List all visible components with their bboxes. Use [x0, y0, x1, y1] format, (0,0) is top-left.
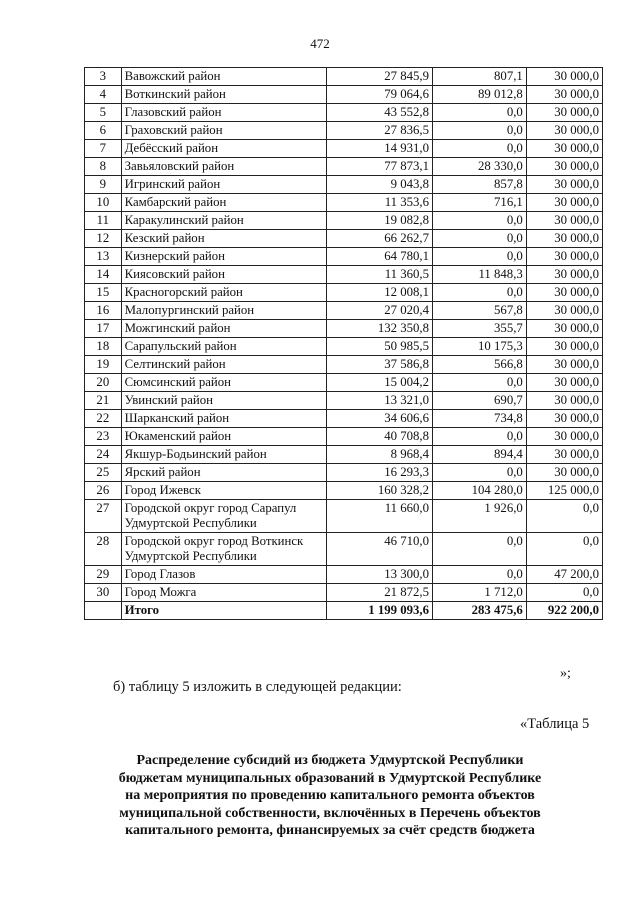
table-row: [85, 266, 603, 284]
cell-name: Якшур-Бодьинский район: [121, 446, 327, 464]
cell-name: Вавожский район: [121, 68, 327, 86]
cell-b: 0,0: [433, 104, 527, 122]
table-row: [85, 320, 603, 338]
cell-b: 28 330,0: [433, 158, 527, 176]
cell-name: Городской округ город Воткинск Удмуртской Республики: [121, 533, 327, 566]
cell-name: Город Ижевск: [121, 482, 327, 500]
cell-name: Завьяловский район: [121, 158, 327, 176]
table-row: [85, 230, 603, 248]
table-row: [85, 356, 603, 374]
cell-name: Шарканский район: [121, 410, 327, 428]
cell-a: 77 873,1: [327, 158, 433, 176]
cell-a: 12 008,1: [327, 284, 433, 302]
cell-b: 0,0: [433, 122, 527, 140]
cell-c: 30 000,0: [526, 104, 602, 122]
cell-no: 19: [85, 356, 122, 374]
cell-no: 24: [85, 446, 122, 464]
cell-no: 26: [85, 482, 122, 500]
table-row: [85, 392, 603, 410]
cell-a: 27 836,5: [327, 122, 433, 140]
table-row: [85, 302, 603, 320]
cell-a: 14 931,0: [327, 140, 433, 158]
cell-b: 857,8: [433, 176, 527, 194]
cell-a: 1 199 093,6: [327, 602, 433, 620]
cell-c: 0,0: [526, 500, 602, 533]
heading-line: Распределение субсидий из бюджета Удмуртской Республики: [136, 753, 524, 768]
cell-b: 0,0: [433, 374, 527, 392]
table-heading: [60, 752, 600, 840]
table-row: [85, 482, 603, 500]
cell-c: 30 000,0: [526, 86, 602, 104]
table-row: [85, 158, 603, 176]
cell-a: 50 985,5: [327, 338, 433, 356]
cell-no: 9: [85, 176, 122, 194]
cell-c: 30 000,0: [526, 248, 602, 266]
table-row: [85, 428, 603, 446]
cell-b: 10 175,3: [433, 338, 527, 356]
table-row: [85, 68, 603, 86]
cell-b: 11 848,3: [433, 266, 527, 284]
cell-c: 0,0: [526, 533, 602, 566]
cell-a: 9 043,8: [327, 176, 433, 194]
cell-b: 355,7: [433, 320, 527, 338]
cell-c: 30 000,0: [526, 356, 602, 374]
table-row: [85, 566, 603, 584]
cell-name: Увинский район: [121, 392, 327, 410]
cell-c: 30 000,0: [526, 302, 602, 320]
cell-no: 14: [85, 266, 122, 284]
table-row: [85, 86, 603, 104]
table-row: [85, 104, 603, 122]
cell-name: Город Глазов: [121, 566, 327, 584]
cell-a: 160 328,2: [327, 482, 433, 500]
cell-c: 30 000,0: [526, 446, 602, 464]
cell-a: 66 262,7: [327, 230, 433, 248]
cell-no: 8: [85, 158, 122, 176]
cell-c: 30 000,0: [526, 464, 602, 482]
cell-c: 922 200,0: [526, 602, 602, 620]
table-row: [85, 338, 603, 356]
cell-no: 11: [85, 212, 122, 230]
cell-no: 27: [85, 500, 122, 533]
cell-c: 47 200,0: [526, 566, 602, 584]
cell-b: 894,4: [433, 446, 527, 464]
cell-no: 10: [85, 194, 122, 212]
cell-name: Итого: [121, 602, 327, 620]
heading-line: муниципальной собственности, включённых в Перечень объектов: [119, 805, 541, 821]
cell-b: 0,0: [433, 464, 527, 482]
table-row: [85, 122, 603, 140]
cell-a: 8 968,4: [327, 446, 433, 464]
cell-b: 690,7: [433, 392, 527, 410]
table-label: «Таблица 5: [520, 716, 590, 732]
cell-a: 16 293,3: [327, 464, 433, 482]
cell-a: 37 586,8: [327, 356, 433, 374]
cell-c: 30 000,0: [526, 410, 602, 428]
table-row: [85, 284, 603, 302]
cell-c: 30 000,0: [526, 158, 602, 176]
page-number: 472: [310, 36, 330, 51]
cell-name: Киясовский район: [121, 266, 327, 284]
table-row: [85, 464, 603, 482]
table-row: [85, 584, 603, 602]
cell-a: 43 552,8: [327, 104, 433, 122]
cell-b: 566,8: [433, 356, 527, 374]
cell-b: 0,0: [433, 248, 527, 266]
cell-b: 0,0: [433, 533, 527, 566]
cell-a: 19 082,8: [327, 212, 433, 230]
cell-b: 1 712,0: [433, 584, 527, 602]
cell-b: 0,0: [433, 140, 527, 158]
cell-c: 30 000,0: [526, 320, 602, 338]
cell-a: 79 064,6: [327, 86, 433, 104]
cell-a: 13 300,0: [327, 566, 433, 584]
heading-line: бюджетам муниципальных образований в Удмуртской Республике: [118, 770, 542, 786]
cell-name: Камбарский район: [121, 194, 327, 212]
cell-b: 1 926,0: [433, 500, 527, 533]
cell-c: 30 000,0: [526, 194, 602, 212]
cell-c: 0,0: [526, 584, 602, 602]
cell-no: 22: [85, 410, 122, 428]
cell-a: 11 360,5: [327, 266, 433, 284]
heading-line: капитального ремонта, финансируемых за счёт средств бюджета: [125, 823, 535, 838]
cell-b: 734,8: [433, 410, 527, 428]
cell-a: 64 780,1: [327, 248, 433, 266]
cell-no: 18: [85, 338, 122, 356]
cell-name: Ярский район: [121, 464, 327, 482]
cell-c: 30 000,0: [526, 374, 602, 392]
cell-no: 13: [85, 248, 122, 266]
table-row: [85, 500, 603, 533]
cell-no: 20: [85, 374, 122, 392]
instruction-text: б) таблицу 5 изложить в следующей редакции:: [113, 679, 402, 695]
quote-end: »;: [560, 666, 571, 681]
cell-c: 30 000,0: [526, 428, 602, 446]
cell-name: Можгинский район: [121, 320, 327, 338]
cell-a: 15 004,2: [327, 374, 433, 392]
cell-no: 6: [85, 122, 122, 140]
cell-c: 30 000,0: [526, 140, 602, 158]
cell-a: 13 321,0: [327, 392, 433, 410]
cell-c: 30 000,0: [526, 266, 602, 284]
table-body: [85, 68, 603, 620]
cell-name: Кезский район: [121, 230, 327, 248]
cell-no: 17: [85, 320, 122, 338]
cell-name: Юкаменский район: [121, 428, 327, 446]
table-row: [85, 533, 603, 566]
cell-no: 3: [85, 68, 122, 86]
cell-no: 21: [85, 392, 122, 410]
cell-name: Игринский район: [121, 176, 327, 194]
cell-no: 7: [85, 140, 122, 158]
cell-no: 5: [85, 104, 122, 122]
table-row: [85, 374, 603, 392]
cell-no: 29: [85, 566, 122, 584]
cell-b: 0,0: [433, 566, 527, 584]
cell-name: Город Можга: [121, 584, 327, 602]
cell-a: 40 708,8: [327, 428, 433, 446]
cell-c: 30 000,0: [526, 338, 602, 356]
table-row: [85, 248, 603, 266]
cell-c: 30 000,0: [526, 284, 602, 302]
cell-a: 11 353,6: [327, 194, 433, 212]
cell-c: 30 000,0: [526, 230, 602, 248]
cell-name: Селтинский район: [121, 356, 327, 374]
cell-b: 716,1: [433, 194, 527, 212]
cell-a: 21 872,5: [327, 584, 433, 602]
cell-name: Сюмсинский район: [121, 374, 327, 392]
cell-c: 30 000,0: [526, 212, 602, 230]
cell-b: 0,0: [433, 428, 527, 446]
cell-c: 30 000,0: [526, 68, 602, 86]
cell-a: 27 020,4: [327, 302, 433, 320]
cell-name: Глазовский район: [121, 104, 327, 122]
cell-a: 34 606,6: [327, 410, 433, 428]
table-row: [85, 140, 603, 158]
table-row: [85, 410, 603, 428]
table-row: [85, 212, 603, 230]
subsidy-table: [84, 67, 603, 620]
cell-no: 4: [85, 86, 122, 104]
cell-c: 125 000,0: [526, 482, 602, 500]
total-row: [85, 602, 603, 620]
cell-no: [85, 602, 122, 620]
cell-c: 30 000,0: [526, 176, 602, 194]
table-row: [85, 194, 603, 212]
cell-name: Городской округ город Сарапул Удмуртской Республики: [121, 500, 327, 533]
cell-name: Малопургинский район: [121, 302, 327, 320]
cell-name: Каракулинский район: [121, 212, 327, 230]
cell-name: Кизнерский район: [121, 248, 327, 266]
cell-a: 132 350,8: [327, 320, 433, 338]
cell-name: Граховский район: [121, 122, 327, 140]
cell-b: 283 475,6: [433, 602, 527, 620]
cell-b: 0,0: [433, 212, 527, 230]
table-row: [85, 176, 603, 194]
cell-name: Воткинский район: [121, 86, 327, 104]
cell-no: 23: [85, 428, 122, 446]
cell-b: 567,8: [433, 302, 527, 320]
cell-name: Сарапульский район: [121, 338, 327, 356]
cell-no: 28: [85, 533, 122, 566]
cell-b: 104 280,0: [433, 482, 527, 500]
cell-name: Красногорский район: [121, 284, 327, 302]
cell-b: 807,1: [433, 68, 527, 86]
cell-no: 16: [85, 302, 122, 320]
cell-no: 30: [85, 584, 122, 602]
cell-no: 25: [85, 464, 122, 482]
cell-b: 0,0: [433, 230, 527, 248]
cell-b: 89 012,8: [433, 86, 527, 104]
cell-b: 0,0: [433, 284, 527, 302]
cell-c: 30 000,0: [526, 122, 602, 140]
cell-no: 15: [85, 284, 122, 302]
cell-a: 11 660,0: [327, 500, 433, 533]
cell-c: 30 000,0: [526, 392, 602, 410]
cell-a: 27 845,9: [327, 68, 433, 86]
table-row: [85, 446, 603, 464]
cell-name: Дебёсский район: [121, 140, 327, 158]
cell-no: 12: [85, 230, 122, 248]
heading-line: на мероприятия по проведению капитального ремонта объектов: [125, 788, 535, 803]
cell-a: 46 710,0: [327, 533, 433, 566]
